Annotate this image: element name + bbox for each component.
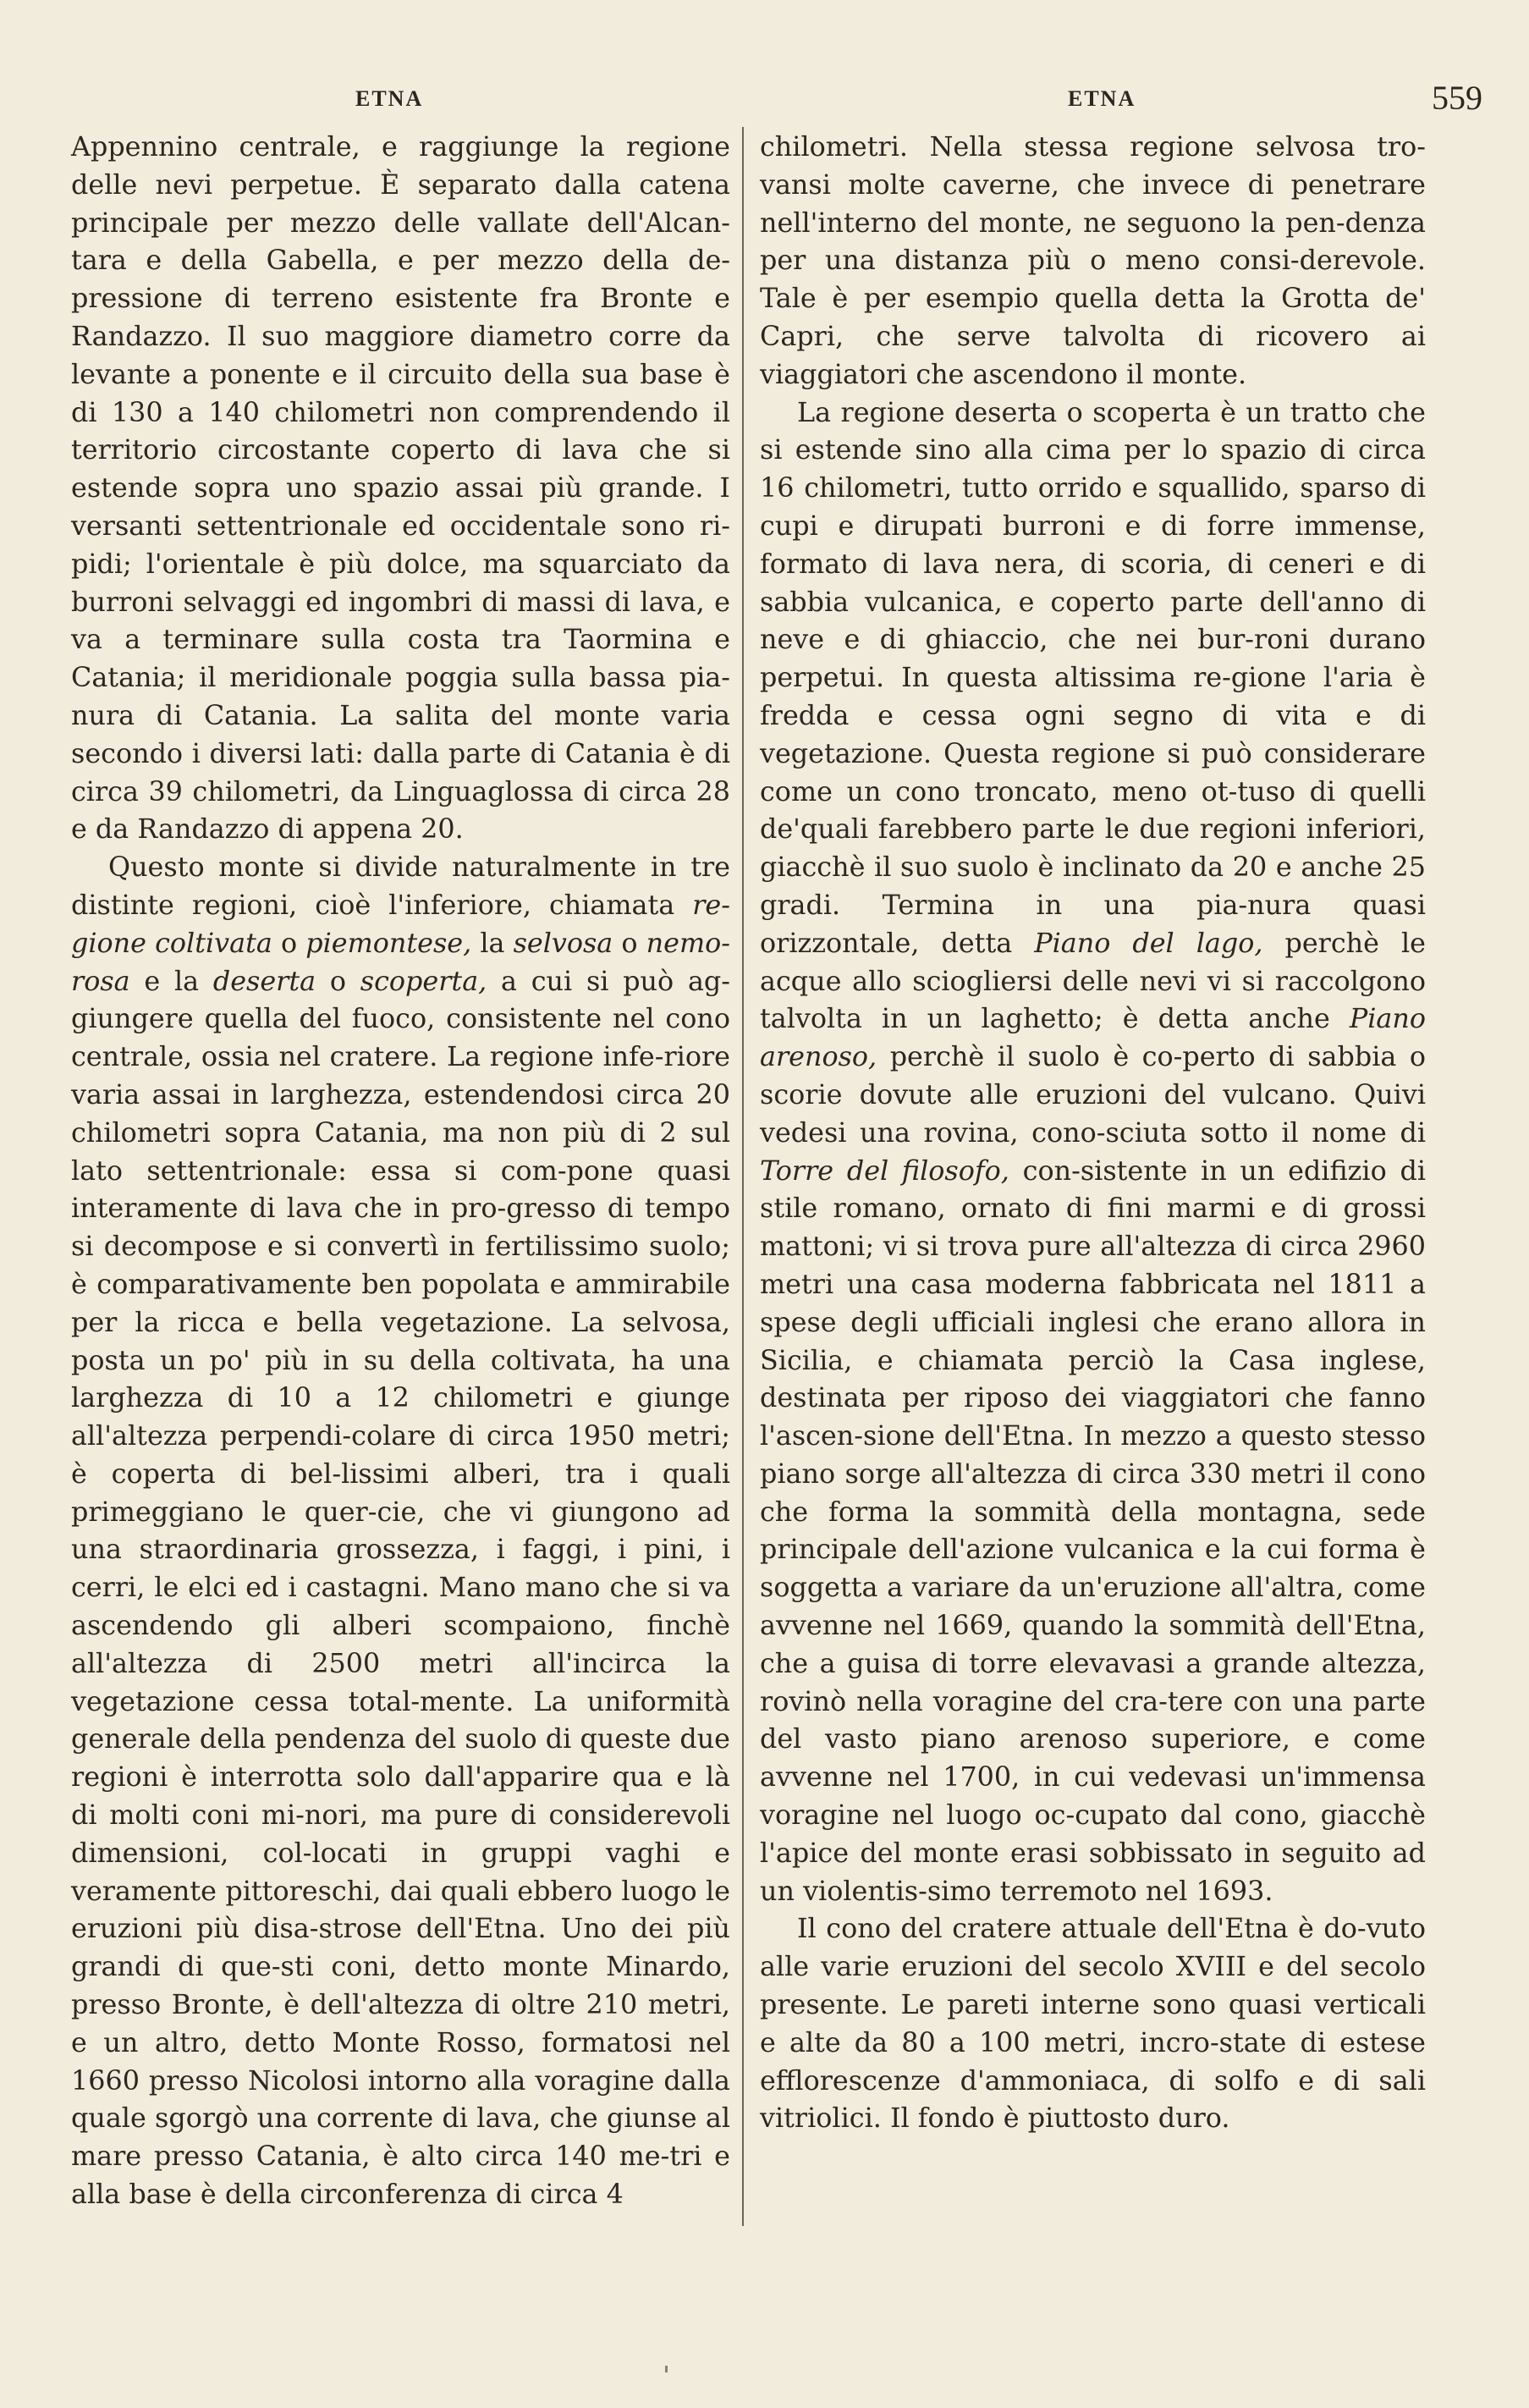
italic-term: re-gione coltivata [71,889,730,959]
italic-term: Piano arenoso, [760,1003,1426,1073]
paragraph [760,1910,1426,2138]
paragraph [760,129,1426,394]
paper-speck [665,2366,668,2372]
text-run: Questo monte si divide naturalmente in tre distinte regioni, cioè l'inferiore, chiamata [71,851,730,921]
left-text-column [71,129,730,2214]
column-divider [742,127,744,2226]
text-run: La regione deserta o scoperta è un tratto che si estende sino alla cima per lo spazio di circa 16 chilometri, tutto orrido e squallido, sparso di cupi e dirupati burroni e di forre immense, formato di lava nera, di scoria, di ceneri e di sabbia vulcanica, e coperto parte dell'anno di neve e di ghiaccio, che nei bur-roni durano perpetui. In questa altissima re-gione l'aria è fredda e cessa ogni segno di vita e di vegetazione. Questa regione si può considerare come un cono troncato, meno ot-tuso di quelli de'quali farebbero parte le due regioni inferiori, giacchè il suo suolo è inclinato da 20 e anche 25 gradi. Termina in una pia-nura quasi orizzontale, detta [760,396,1426,959]
left-running-title: ETNA [355,86,424,111]
text-run: o [272,927,306,959]
text-run: o [316,965,360,997]
text-run: perchè le acque allo sciogliersi delle nevi vi si raccolgono talvolta in un laghetto; è detta anche [760,927,1426,1035]
italic-term: deserta [212,965,316,997]
text-run: perchè il suolo è co-perto di sabbia o scorie dovute alle eruzioni del vulcano. Quivi vedesi una rovina, cono-sciuta sotto il nome di [760,1041,1426,1149]
right-running-title: ETNA [1068,86,1136,111]
text-run: chilometri. Nella stessa regione selvosa tro-vansi molte caverne, che invece di penetrare nell'interno del monte, ne seguono la pen-denza per una distanza più o meno consi-derevole. Tale è per esempio quella detta la Grotta de' Capri, che serve talvolta di ricovero ai viaggiatori che ascendono il monte. [760,131,1426,390]
paragraph [71,129,730,849]
page-number: 559 [1432,79,1482,117]
italic-term: Torre del filosofo, [760,1154,1009,1187]
italic-term: scoperta, [360,965,487,997]
text-run: Appennino centrale, e raggiunge la regione delle nevi perpetue. È separato dalla catena principale per mezzo delle vallate dell'Alcan-tara e della Gabella, e per mezzo della de-pressione di terreno esistente fra Bronte e Randazzo. Il suo maggiore diametro corre da levante a ponente e il circuito della sua base è di 130 a 140 chilometri non comprendendo il territorio circostante coperto di lava che si estende sopra uno spazio assai più grande. I versanti settentrionale ed occidentale sono ri-pidi; l'orientale è più dolce, ma squarciato da burroni selvaggi ed ingombri di massi di lava, e va a terminare sulla costa tra Taormina e Catania; il meridionale poggia sulla bassa pia-nura di Catania. La salita del monte varia secondo i diversi lati: dalla parte di Catania è di circa 39 chilometri, da Linguaglossa di circa 28 e da Randazzo di appena 20. [71,131,730,846]
italic-term: selvosa [513,927,613,959]
right-text-column [760,129,1426,2138]
italic-term: nemo-rosa [71,927,731,997]
text-run: con-sistente in un edifizio di stile romano, ornato di fini marmi e di grossi mattoni; vi si trova pure all'altezza di circa 2960 metri una casa moderna fabbricata nel 1811 a spese degli ufficiali inglesi che erano allora in Sicilia, e chiamata perciò la Casa inglese, destinata per riposo dei viaggiatori che fanno l'ascen-sione dell'Etna. In mezzo a questo stesso piano sorge all'altezza di circa 330 metri il cono che forma la sommità della montagna, sede principale dell'azione vulcanica e la cui forma è soggetta a variare da un'eruzione all'altra, come avvenne nel 1669, quando la sommità dell'Etna, che a guisa di torre elevavasi a grande altezza, rovinò nella voragine del cra-tere con una parte del vasto piano arenoso superiore, e come avvenne nel 1700, in cui vedevasi un'immensa voragine nel luogo oc-cupato dal cono, giacchè l'apice del monte erasi sobbissato in seguito ad un violentis-simo terremoto nel 1693. [760,1154,1426,1907]
text-run: la [471,927,514,959]
italic-term: piemontese, [305,927,472,959]
text-run: Il cono del cratere attuale dell'Etna è do-vuto alle varie eruzioni del secolo XVIII e del secolo presente. Le pareti interne sono quasi verticali e alte da 80 a 100 metri, incro-state di estese efflorescenze d'ammoniaca, di solfo e di sali vitriolici. Il fondo è piuttosto duro. [760,1913,1426,2135]
paragraph [71,849,730,2214]
paragraph [760,394,1426,1911]
text-run: a cui si può ag-giungere quella del fuoco, consistente nel cono centrale, ossia nel cratere. La regione infe-riore varia assai in larghezza, estendendosi circa 20 chilometri sopra Catania, ma non più di 2 sul lato settentrionale: essa si com-pone quasi interamente di lava che in pro-gresso di tempo si decompose e si convertì in fertilissimo suolo; è comparativamente ben popolata e ammirabile per la ricca e bella vegetazione. La selvosa, posta un po' più in su della coltivata, ha una larghezza di 10 a 12 chilometri e giunge all'altezza perpendi-colare di circa 1950 metri; è coperta di bel-lissimi alberi, tra i quali primeggiano le quer-cie, che vi giungono ad una straordinaria grossezza, i faggi, i pini, i cerri, le elci ed i castagni. Mano mano che si va ascendendo gli alberi scompaiono, finchè all'altezza di 2500 metri all'incirca la vegetazione cessa total-mente. La uniformità generale della pendenza del suolo di queste due regioni è interrotta solo dall'apparire qua e là di molti coni mi-nori, ma pure di considerevoli dimensioni, col-locati in gruppi vaghi e veramente pittoreschi, dai quali ebbero luogo le eruzioni più disa-strose dell'Etna. Uno dei più grandi di que-sti coni, detto monte Minardo, presso Bronte, è dell'altezza di oltre 210 metri, e un altro, detto Monte Rosso, formatosi nel 1660 presso Nicolosi intorno alla voragine dalla quale sgorgò una corrente di lava, che giunse al mare presso Catania, è alto circa 140 me-tri e alla base è della circonferenza di circa 4 [71,965,730,2211]
text-run: o [613,927,646,959]
italic-term: Piano del lago, [1034,927,1263,959]
text-run: e la [129,965,213,997]
